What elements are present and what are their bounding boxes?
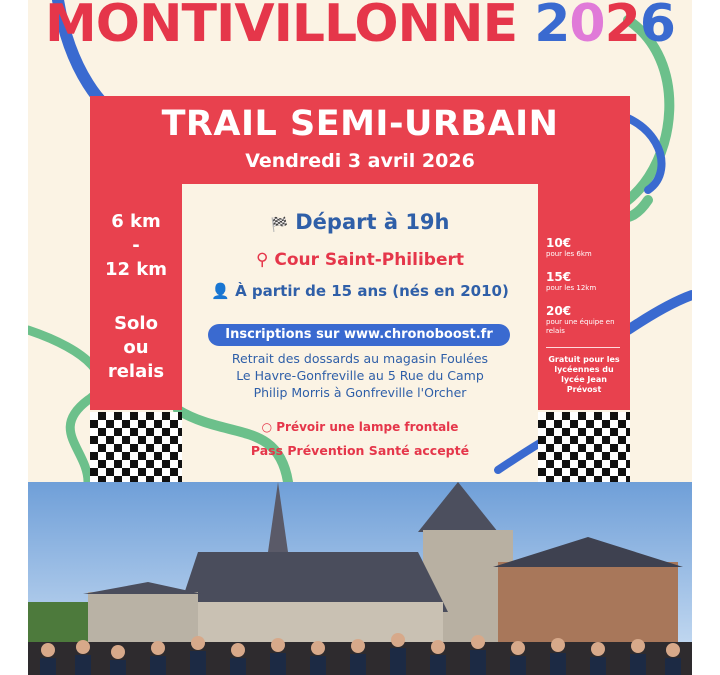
price-relais: 20€ pour une équipe en relais <box>546 304 615 335</box>
price-12km: 15€ pour les 12km <box>546 270 597 292</box>
checkered-flag-left <box>90 412 182 482</box>
checkered-flag-icon: 🏁 <box>270 217 288 233</box>
distance-6km: 6 km <box>111 211 161 232</box>
price-6km: 10€ pour les 6km <box>546 236 592 258</box>
bib-pickup-info: Retrait des dossards au magasin Foulées Le Havre-Gonfreville au 5 Rue du Camp Philip Morris à Gonfreville l'Orcher <box>231 351 489 400</box>
checkered-flag-right <box>538 412 630 482</box>
start-time: 🏁 Départ à 19h <box>270 210 450 234</box>
free-note: Gratuit pour les lycéennes du lycée Jean Prévost <box>548 355 620 394</box>
location-pin-icon: ⚲ <box>255 250 269 270</box>
race-photo <box>28 482 692 675</box>
health-pass-note: Pass Prévention Santé accepté <box>250 443 470 458</box>
event-poster <box>28 0 692 482</box>
page-title: MONTIVILLONNE 2026 <box>45 0 675 54</box>
price-divider <box>546 347 620 348</box>
headlamp-note: ○ Prévoir une lampe frontale <box>261 420 459 434</box>
person-icon: 👤 <box>211 282 230 300</box>
event-headline: TRAIL SEMI-URBAIN <box>161 104 559 144</box>
format-ou: ou <box>123 337 149 358</box>
distance-dash: - <box>132 235 140 256</box>
format-relais: relais <box>107 361 165 382</box>
age-requirement: 👤 À partir de 15 ans (nés en 2010) <box>211 282 509 300</box>
abbey-runners-image <box>28 482 692 675</box>
format-solo: Solo <box>114 313 158 334</box>
registration-link[interactable]: Inscriptions sur www.chronoboost.fr <box>208 324 510 346</box>
location: ⚲ Cour Saint-Philibert <box>255 250 464 270</box>
headlamp-icon: ○ <box>261 420 273 434</box>
distance-12km: 12 km <box>104 259 168 280</box>
event-date: Vendredi 3 avril 2026 <box>245 150 475 172</box>
